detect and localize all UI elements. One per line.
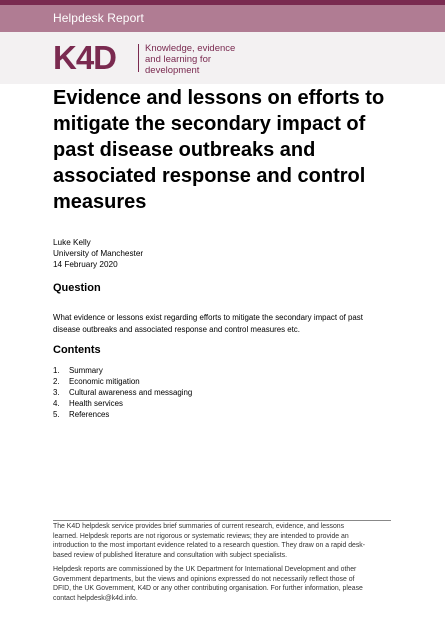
contents-item[interactable]	[53, 376, 192, 387]
contents-item[interactable]	[53, 409, 192, 420]
contents-item-label: References	[69, 410, 110, 419]
footer-disclaimer-1	[53, 522, 391, 560]
contents-item-number: 3.	[53, 388, 60, 397]
footer-line: introduction to the most important evidence related to a research question. They draw on a rapid desk-	[53, 542, 366, 549]
k4d-logo: K4D	[53, 39, 117, 76]
title-line: measures	[53, 191, 147, 213]
footer-disclaimer-2	[53, 565, 391, 603]
contents-item[interactable]	[53, 387, 192, 398]
contents-item-label: Economic mitigation	[69, 377, 140, 386]
report-type-banner	[0, 5, 445, 32]
logo-tagline	[145, 43, 235, 76]
contents-item-number: 1.	[53, 366, 60, 375]
footer-line: learned. Helpdesk reports are not rigorous or systematic reviews; they are intended to provide an	[53, 532, 349, 540]
question-line: What evidence or lessons exist regarding efforts to mitigate the secondary impact of past	[53, 313, 363, 322]
contents-list	[53, 365, 192, 420]
title-line: past disease outbreaks and	[53, 139, 316, 161]
contents-item[interactable]	[53, 365, 192, 376]
title-line: Evidence and lessons on efforts to	[53, 87, 385, 109]
contents-item-label: Cultural awareness and messaging	[69, 388, 193, 397]
report-date: 14 February 2020	[53, 260, 118, 269]
logo-tagline-line: and learning for	[145, 54, 212, 65]
footer-line: Government departments, but the views and opinions expressed do not necessarily reflect those of	[53, 575, 355, 583]
contents-item-label: Health services	[69, 399, 123, 408]
contents-item-number: 4.	[53, 399, 60, 408]
question-heading: Question	[53, 282, 101, 294]
contents-item-label: Summary	[69, 366, 103, 375]
contents-heading: Contents	[53, 344, 101, 356]
logo-divider	[138, 44, 139, 72]
footer-line: DFID, the UK Government, K4D or any other contributing organisation. For further information, please	[53, 585, 363, 592]
footer-line: Helpdesk reports are commissioned by the UK Department for International Development and other	[53, 566, 357, 573]
logo-tagline-line: development	[145, 65, 200, 76]
contents-item[interactable]	[53, 398, 192, 409]
author-affiliation: University of Manchester	[53, 249, 144, 258]
contents-item-number: 2.	[53, 377, 60, 386]
author-block	[53, 237, 143, 270]
report-type-label: Helpdesk Report	[53, 11, 144, 25]
question-text	[53, 312, 393, 336]
logo-tagline-line: Knowledge, evidence	[145, 43, 236, 54]
contents-item-number: 5.	[53, 410, 60, 419]
footer-line: based review of published literature and consultation with subject specialists.	[53, 551, 288, 559]
footer-divider	[53, 520, 391, 521]
footer-line: contact helpdesk@k4d.info.	[53, 594, 138, 602]
question-line: disease outbreaks and associated response and control measures etc.	[53, 325, 300, 334]
footer-line: The K4D helpdesk service provides brief summaries of current research, evidence, and lessons	[53, 523, 345, 530]
report-title	[53, 85, 413, 215]
title-line: associated response and control	[53, 165, 366, 187]
title-line: mitigate the secondary impact of	[53, 113, 366, 135]
author-name: Luke Kelly	[53, 238, 91, 247]
